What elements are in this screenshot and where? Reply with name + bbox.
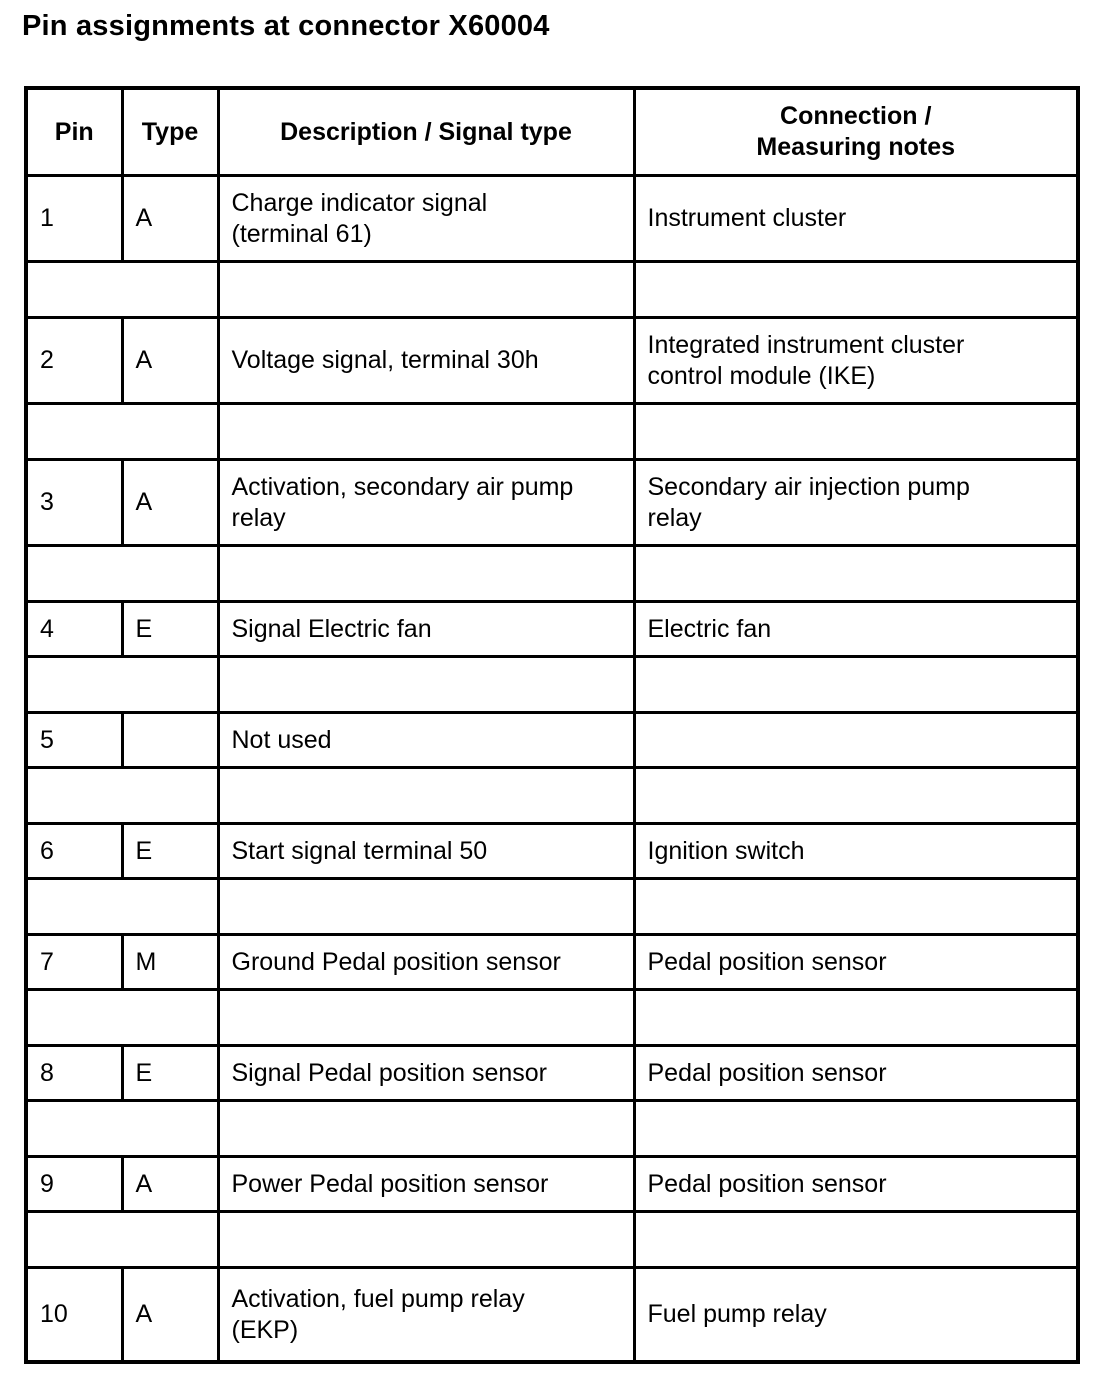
spacer-cell bbox=[218, 768, 634, 824]
spacer-cell bbox=[634, 879, 1078, 935]
description-cell: Signal Electric fan bbox=[218, 602, 634, 657]
spacer-row bbox=[26, 262, 1078, 318]
spacer-cell bbox=[634, 1101, 1078, 1157]
pin-cell: 1 bbox=[26, 176, 122, 262]
connection-cell: Electric fan bbox=[634, 602, 1078, 657]
connection-cell: Pedal position sensor bbox=[634, 935, 1078, 990]
page-title: Pin assignments at connector X60004 bbox=[22, 10, 550, 42]
pin-assignment-table bbox=[24, 86, 1080, 1364]
description-cell: Signal Pedal position sensor bbox=[218, 1046, 634, 1101]
spacer-cell bbox=[218, 990, 634, 1046]
header-connection bbox=[634, 88, 1078, 176]
spacer-cell bbox=[634, 262, 1078, 318]
connection-cell bbox=[634, 713, 1078, 768]
spacer-row bbox=[26, 404, 1078, 460]
table-row bbox=[26, 824, 1078, 879]
connection-text: Secondary air injection pump relay bbox=[647, 472, 970, 532]
spacer-row bbox=[26, 1101, 1078, 1157]
description-cell: Not used bbox=[218, 713, 634, 768]
table-row bbox=[26, 713, 1078, 768]
spacer-cell bbox=[26, 262, 218, 318]
spacer-cell bbox=[218, 1101, 634, 1157]
type-cell: A bbox=[122, 176, 218, 262]
connection-cell: Fuel pump relay bbox=[634, 1268, 1078, 1363]
spacer-row bbox=[26, 546, 1078, 602]
table-row bbox=[26, 935, 1078, 990]
type-cell: A bbox=[122, 318, 218, 404]
spacer-cell bbox=[634, 990, 1078, 1046]
type-cell: E bbox=[122, 824, 218, 879]
spacer-cell bbox=[218, 262, 634, 318]
description-cell bbox=[218, 1268, 634, 1363]
description-cell: Start signal terminal 50 bbox=[218, 824, 634, 879]
spacer-cell bbox=[634, 546, 1078, 602]
type-cell: M bbox=[122, 935, 218, 990]
pin-cell: 2 bbox=[26, 318, 122, 404]
pin-cell: 3 bbox=[26, 460, 122, 546]
table-row bbox=[26, 318, 1078, 404]
header-connection-text: Connection / Measuring notes bbox=[756, 102, 956, 161]
table-row bbox=[26, 1046, 1078, 1101]
table-row bbox=[26, 460, 1078, 546]
spacer-cell bbox=[218, 546, 634, 602]
connection-cell: Instrument cluster bbox=[634, 176, 1078, 262]
spacer-row bbox=[26, 1212, 1078, 1268]
type-cell: E bbox=[122, 1046, 218, 1101]
description-text: Activation, fuel pump relay (EKP) bbox=[231, 1284, 525, 1344]
pin-cell: 4 bbox=[26, 602, 122, 657]
spacer-cell bbox=[218, 657, 634, 713]
connection-cell: Pedal position sensor bbox=[634, 1046, 1078, 1101]
spacer-cell bbox=[26, 657, 218, 713]
description-text: Activation, secondary air pump relay bbox=[231, 472, 574, 532]
spacer-row bbox=[26, 879, 1078, 935]
spacer-cell bbox=[634, 768, 1078, 824]
spacer-cell bbox=[218, 1212, 634, 1268]
pin-cell: 9 bbox=[26, 1157, 122, 1212]
pin-cell: 8 bbox=[26, 1046, 122, 1101]
pin-cell: 10 bbox=[26, 1268, 122, 1363]
spacer-row bbox=[26, 990, 1078, 1046]
type-cell: A bbox=[122, 460, 218, 546]
spacer-cell bbox=[26, 1212, 218, 1268]
table-header-row bbox=[26, 88, 1078, 176]
table-row bbox=[26, 1157, 1078, 1212]
spacer-row bbox=[26, 768, 1078, 824]
description-cell bbox=[218, 176, 634, 262]
description-text: Charge indicator signal (terminal 61) bbox=[231, 188, 488, 248]
table-row bbox=[26, 176, 1078, 262]
connection-cell bbox=[634, 460, 1078, 546]
type-cell bbox=[122, 713, 218, 768]
spacer-cell bbox=[26, 1101, 218, 1157]
header-description: Description / Signal type bbox=[218, 88, 634, 176]
header-pin: Pin bbox=[26, 88, 122, 176]
spacer-cell bbox=[634, 657, 1078, 713]
spacer-cell bbox=[26, 404, 218, 460]
description-cell: Ground Pedal position sensor bbox=[218, 935, 634, 990]
description-cell bbox=[218, 460, 634, 546]
connection-cell: Ignition switch bbox=[634, 824, 1078, 879]
header-type: Type bbox=[122, 88, 218, 176]
connection-cell: Pedal position sensor bbox=[634, 1157, 1078, 1212]
connection-text: Integrated instrument cluster control module (IKE) bbox=[647, 330, 965, 390]
spacer-cell bbox=[26, 990, 218, 1046]
spacer-cell bbox=[634, 1212, 1078, 1268]
pin-cell: 7 bbox=[26, 935, 122, 990]
spacer-cell bbox=[26, 879, 218, 935]
spacer-cell bbox=[26, 546, 218, 602]
spacer-row bbox=[26, 657, 1078, 713]
spacer-cell bbox=[218, 404, 634, 460]
type-cell: E bbox=[122, 602, 218, 657]
spacer-cell bbox=[26, 768, 218, 824]
table-row bbox=[26, 602, 1078, 657]
connection-cell bbox=[634, 318, 1078, 404]
spacer-cell bbox=[218, 879, 634, 935]
description-cell: Voltage signal, terminal 30h bbox=[218, 318, 634, 404]
type-cell: A bbox=[122, 1268, 218, 1363]
description-cell: Power Pedal position sensor bbox=[218, 1157, 634, 1212]
table-row bbox=[26, 1268, 1078, 1363]
pin-cell: 5 bbox=[26, 713, 122, 768]
spacer-cell bbox=[634, 404, 1078, 460]
type-cell: A bbox=[122, 1157, 218, 1212]
pin-cell: 6 bbox=[26, 824, 122, 879]
